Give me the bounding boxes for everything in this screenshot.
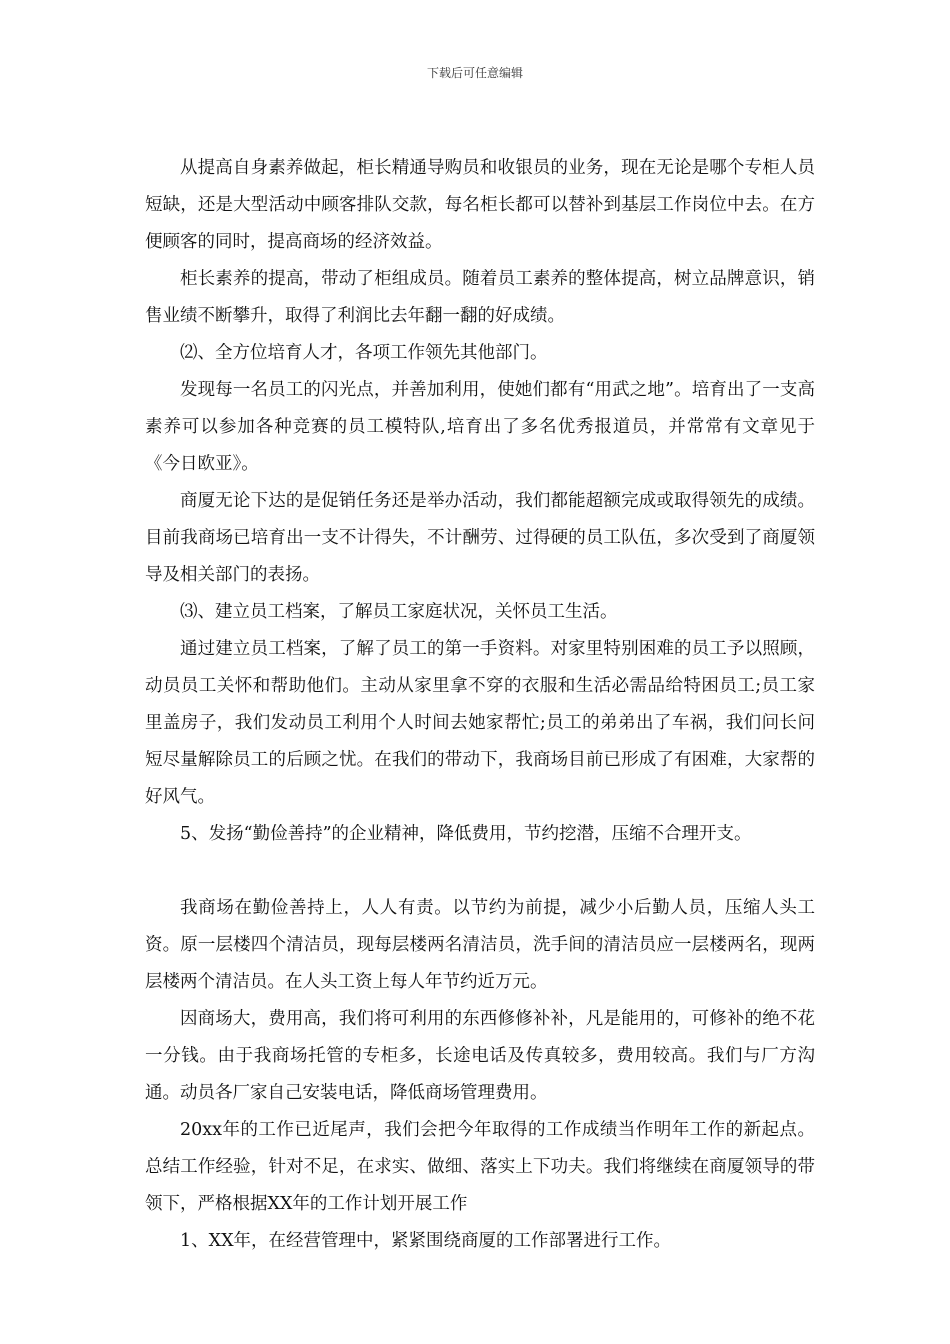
- paragraph: 我商场在勤俭善持上，人人有责。以节约为前提，减少小后勤人员，压缩人头工资。原一层楼四个清洁员，现每层楼两名清洁员，洗手间的清洁员应一层楼两名，现两层楼两个清洁员。在人头工资上每人年节约近万元。: [145, 898, 815, 992]
- page-header: 下载后可任意编辑: [426, 66, 523, 80]
- paragraph: ⑶、建立员工档案，了解员工家庭状况，关怀员工生活。: [180, 602, 618, 622]
- paragraph: ⑵、全方位培育人才，各项工作领先其他部门。: [180, 343, 548, 363]
- paragraph: 商厦无论下达的是促销任务还是举办活动，我们都能超额完成或取得领先的成绩。目前我商场已培育出一支不计得失，不计酬劳、过得硬的员工队伍，多次受到了商厦领导及相关部门的表扬。: [145, 491, 815, 585]
- document-body: [145, 150, 815, 1260]
- paragraph: 因商场大，费用高，我们将可利用的东西修修补补，凡是能用的，可修补的绝不花一分钱。由于我商场托管的专柜多，长途电话及传真较多，费用较高。我们与厂方沟通。动员各厂家自己安装电话，降低商场管理费用。: [145, 1009, 815, 1103]
- paragraph: 柜长素养的提高，带动了柜组成员。随着员工素养的整体提高，树立品牌意识，销售业绩不断攀升，取得了利润比去年翻一翻的好成绩。: [145, 269, 815, 326]
- paragraph: 发现每一名员工的闪光点，并善加利用，使她们都有“用武之地”。培育出了一支高素养可以参加各种竞赛的员工模特队,培育出了多名优秀报道员，并常常有文章见于《今日欧亚》。: [145, 380, 815, 474]
- paragraph: 1、XX年，在经营管理中，紧紧围绕商厦的工作部署进行工作。: [180, 1231, 672, 1251]
- paragraph-gap: [145, 853, 815, 890]
- paragraph: 从提高自身素养做起，柜长精通导购员和收银员的业务，现在无论是哪个专柜人员短缺，还是大型活动中顾客排队交款，每名柜长都可以替补到基层工作岗位中去。在方便顾客的同时，提高商场的经济效益。: [145, 158, 815, 252]
- paragraph: 5、发扬“勤俭善持”的企业精神，降低费用，节约挖潜，压缩不合理开支。: [180, 824, 752, 844]
- paragraph: 通过建立员工档案，了解了员工的第一手资料。对家里特别困难的员工予以照顾，动员员工关怀和帮助他们。主动从家里拿不穿的衣服和生活必需品给特困员工;员工家里盖房子，我们发动员工利用个人时间去她家帮忙;员工的弟弟出了车祸，我们问长问短尽量解除员工的后顾之忧。在我们的带动下，我商场目前已形成了有困难，大家帮的好风气。: [145, 639, 815, 807]
- paragraph: 20xx年的工作已近尾声，我们会把今年取得的工作成绩当作明年工作的新起点。总结工作经验，针对不足，在求实、做细、落实上下功夫。我们将继续在商厦领导的带领下，严格根据XX年的工作计划开展工作: [145, 1120, 815, 1214]
